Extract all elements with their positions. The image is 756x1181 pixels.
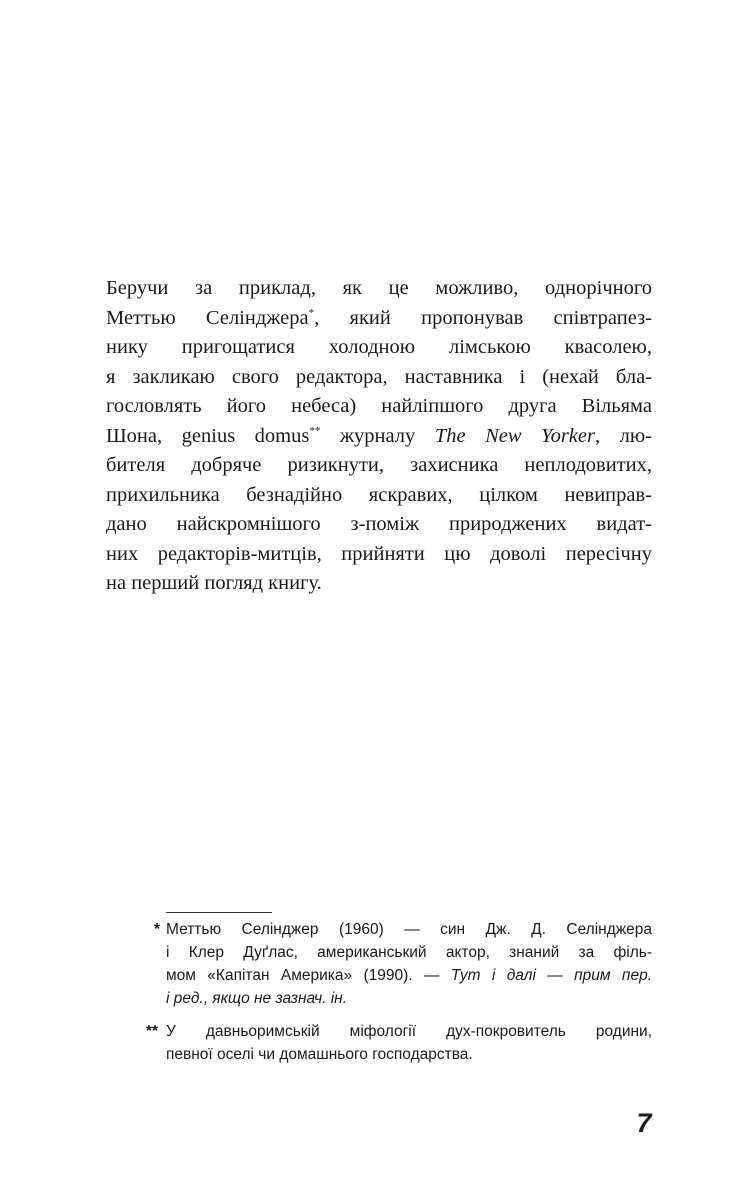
text-line: них редакторів-митців, прийняти цю доволі пересічну (106, 542, 652, 565)
footnote-ref-1: * (308, 306, 315, 319)
footnote-line: У давньоримській міфології дух-покровитель родини, (166, 1023, 652, 1040)
footnote-separator (166, 912, 272, 913)
footnote-line: певної оселі чи домашнього господарства. (166, 1046, 473, 1063)
footnote-line: Меттью Селінджер (1960) — син Дж. Д. Селінджера (166, 921, 652, 938)
text-fragment: мом «Капітан Америка» (1990). — (166, 967, 451, 984)
text-fragment: , лю- (594, 424, 653, 447)
text-line: Беручи за приклад, як це можливо, однорічного (106, 277, 652, 299)
text-line: нику пригощатися холодною лімською квасолею, (106, 336, 652, 358)
footnote-line: і ред., якщо не зазнач. ін. (166, 990, 348, 1007)
text-line: гословлять його небеса) найліпшого друга Вільяма (106, 395, 652, 417)
text-fragment: Шона, genius domus (106, 424, 310, 447)
text-line (106, 304, 652, 334)
text-fragment: Меттью Селінджера (106, 306, 309, 329)
footnote-line (166, 964, 652, 987)
footnote-2 (106, 1020, 652, 1066)
page-number: 7 (636, 1108, 652, 1138)
text-line: на перший погляд книгу. (106, 572, 322, 594)
editorial-note: Тут і далі — прим пер. (450, 967, 652, 984)
text-line: бителя добряче ризикнути, захисника неплодовитих, (106, 454, 652, 476)
footnote-1 (106, 918, 652, 1010)
magazine-title: The New Yorker (434, 424, 595, 447)
text-line (106, 422, 652, 452)
footnote-marker: * (153, 921, 160, 938)
main-paragraph (106, 274, 652, 599)
footnote-marker: ** (145, 1023, 158, 1040)
text-line: прихильника безнадійно яскравих, цілком невиправ- (106, 483, 652, 506)
text-fragment: , який пропонував співтрапез- (314, 306, 653, 329)
text-line: дано найскромнішого з-поміж природжених видат- (106, 513, 652, 535)
text-fragment: журналу (320, 424, 435, 447)
footnote-ref-2: ** (309, 424, 321, 437)
footnotes (106, 918, 652, 1076)
text-line: я закликаю свого редактора, наставника і (нехай бла- (106, 365, 652, 388)
footnote-line: і Клер Дуґлас, американський актор, знаний за філь- (166, 944, 652, 961)
